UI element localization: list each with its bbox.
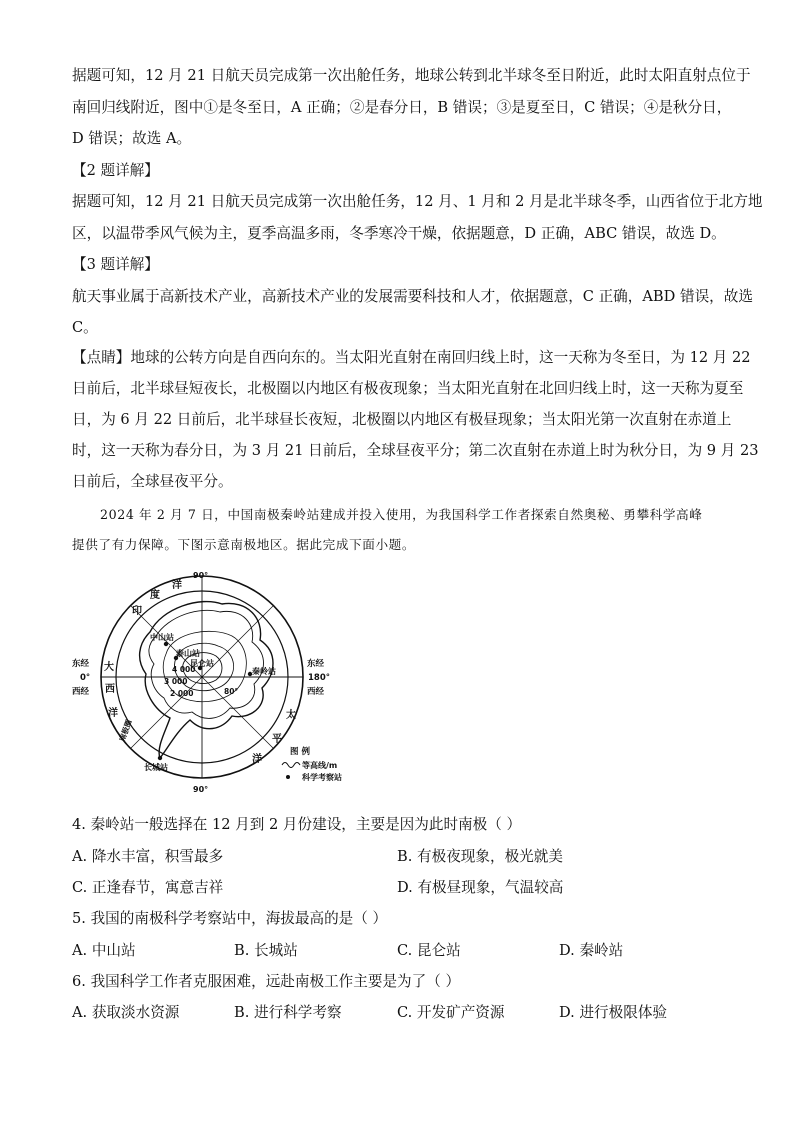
legend-contour: 等高线/m xyxy=(302,761,338,770)
contour-value: 2 000 xyxy=(170,689,194,698)
meridian-label-bottom: 90° xyxy=(193,785,209,794)
paragraph-line: 航天事业属于高新技术产业，高新技术产业的发展需要科技和人才，依据题意，C 正确，ABD 错误，故选 xyxy=(72,288,753,305)
station-label: 中山站 xyxy=(150,633,174,642)
meridian-label-top: 90° xyxy=(193,571,209,580)
question-stem: 4. 秦岭站一般选择在 12 月到 2 月份建设，主要是因为此时南极（ ） xyxy=(72,816,522,833)
paragraph-line: D 错误；故选 A。 xyxy=(72,130,192,147)
station-label: 泰山站 xyxy=(176,649,200,658)
paragraph-line: C。 xyxy=(72,319,98,336)
intro-line: 提供了有力保障。下图示意南极地区。据此完成下面小题。 xyxy=(72,537,416,552)
question-stem: 6. 我国科学工作者克服困难，远赴南极工作主要是为了（ ） xyxy=(72,973,461,990)
station-label: 长城站 xyxy=(144,763,168,772)
option-c[interactable]: C. 正逢春节，寓意吉祥 xyxy=(72,879,224,896)
ocean-label: 大 xyxy=(104,662,114,673)
paragraph-line: 日前后，北半球昼短夜长，北极圈以内地区有极夜现象；当太阳光直射在北回归线上时，这一天称为夏至 xyxy=(72,380,744,397)
option-d[interactable]: D. 秦岭站 xyxy=(559,942,624,959)
continent-outline xyxy=(140,602,273,758)
option-a[interactable]: A. 获取淡水资源 xyxy=(72,1004,180,1021)
option-b[interactable]: B. 长城站 xyxy=(234,942,298,959)
right-label: 东经 xyxy=(307,659,325,669)
ocean-label: 洋 xyxy=(108,708,118,719)
option-b[interactable]: B. 有极夜现象，极光就美 xyxy=(397,848,563,865)
paragraph-line: 南回归线附近，图中①是冬至日，A 正确；②是春分日，B 错误；③是夏至日，C 错误；④是秋分日， xyxy=(72,99,732,116)
station-label: 昆仑站 xyxy=(190,659,214,668)
right-label: 西经 xyxy=(307,687,325,697)
legend-title: 图 例 xyxy=(290,747,310,757)
ocean-label: 印 xyxy=(132,606,142,617)
left-label: 东经 xyxy=(72,659,90,669)
ocean-label: 度 xyxy=(150,590,160,601)
paragraph-line: 日，为 6 月 22 日前后，北半球昼长夜短，北极圈以内地区有极昼现象；当太阳光第一次直射在赤道上 xyxy=(72,411,732,428)
paragraph-line: 区，以温带季风气候为主，夏季高温多雨，冬季寒冷干燥，依据题意，D 正确，ABC 错误，故选 D。 xyxy=(72,225,726,242)
paragraph-line: 日前后，全球昼夜平分。 xyxy=(72,473,233,490)
station-label: 秦岭站 xyxy=(252,667,276,676)
tip-paragraph: 【点睛】地球的公转方向是自西向东的。当太阳光直射在南回归线上时，这一天称为冬至日，为 12 月 22 xyxy=(72,349,751,366)
option-d[interactable]: D. 有极昼现象，气温较高 xyxy=(397,879,564,896)
ocean-label: 洋 xyxy=(172,580,182,591)
ocean-label: 平 xyxy=(272,734,282,745)
option-a[interactable]: A. 中山站 xyxy=(72,942,136,959)
option-c[interactable]: C. 开发矿产资源 xyxy=(397,1004,505,1021)
paragraph-line: 据题可知，12 月 21 日航天员完成第一次出舱任务，地球公转到北半球冬至日附近，此时太阳直射点位于 xyxy=(72,67,751,84)
option-a[interactable]: A. 降水丰富，积雪最多 xyxy=(72,848,224,865)
option-d[interactable]: D. 进行极限体验 xyxy=(559,1004,668,1021)
paragraph-line: 时，这一天称为春分日，为 3 月 21 日前后，全球昼夜平分；第二次直射在赤道上时为秋分日，为 9 月 23 xyxy=(72,442,759,459)
section-heading: 【3 题详解】 xyxy=(72,256,159,273)
ocean-label: 西 xyxy=(105,684,115,695)
legend-station: 科学考察站 xyxy=(302,773,342,782)
ocean-label: 太 xyxy=(286,710,296,721)
contour-value: 4 000 xyxy=(172,665,196,674)
option-c[interactable]: C. 昆仑站 xyxy=(397,942,461,959)
ocean-label: 洋 xyxy=(252,754,262,765)
question-stem: 5. 我国的南极科学考察站中，海拔最高的是（ ） xyxy=(72,910,388,927)
antarctica-map xyxy=(72,570,362,795)
contour-value: 3 000 xyxy=(164,677,188,686)
right-label: 180° xyxy=(308,673,330,683)
left-label: 0° xyxy=(80,673,91,683)
latitude-label: 80° xyxy=(224,687,239,696)
peninsula-label: 南极圈 xyxy=(117,718,134,743)
paragraph-line: 据题可知，12 月 21 日航天员完成第一次出舱任务，12 月、1 月和 2 月是北半球冬季，山西省位于北方地 xyxy=(72,193,763,210)
section-heading: 【2 题详解】 xyxy=(72,162,159,179)
option-b[interactable]: B. 进行科学考察 xyxy=(234,1004,342,1021)
left-label: 西经 xyxy=(72,687,90,697)
intro-line: 2024 年 2 月 7 日，中国南极秦岭站建成并投入使用，为我国科学工作者探索自然奥秘、勇攀科学高峰 xyxy=(100,507,703,522)
